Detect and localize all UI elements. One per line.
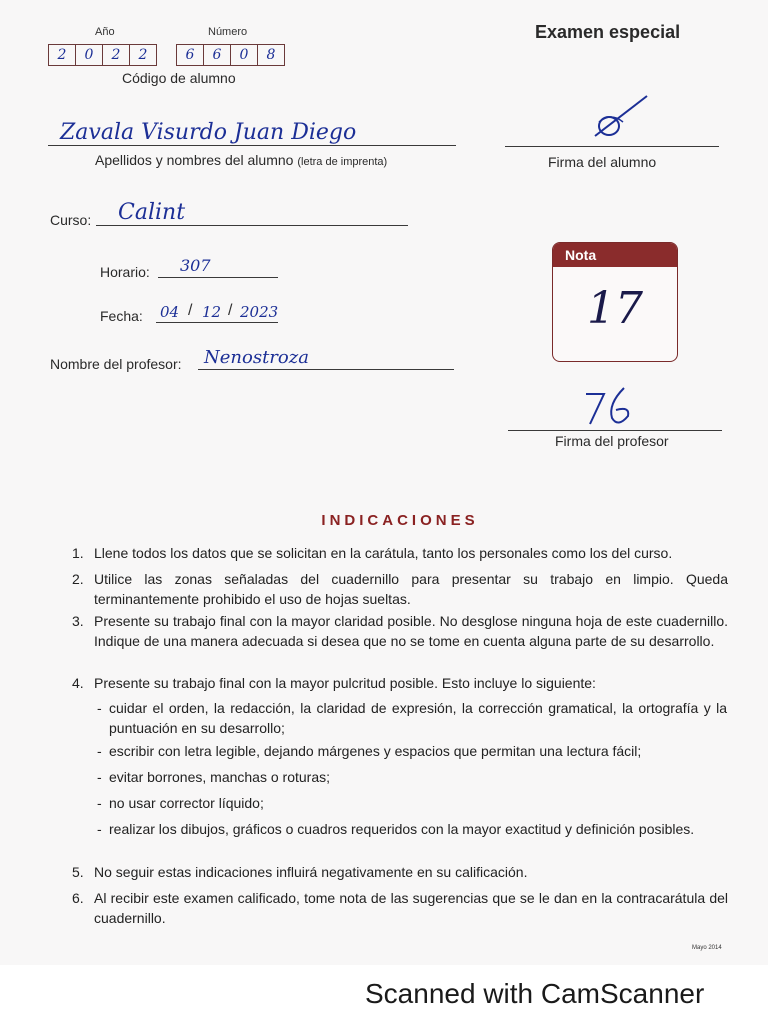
indicacion-number: 6.: [72, 890, 84, 906]
codigo-alumno-label: Código de alumno: [122, 70, 236, 86]
horario-label: Horario:: [100, 264, 150, 280]
fecha-separator: /: [188, 302, 193, 319]
student-name-line: [48, 145, 456, 146]
curso-label: Curso:: [50, 212, 92, 228]
student-name-hint: (letra de imprenta): [297, 156, 388, 168]
student-name-label: [95, 152, 387, 168]
fecha-line: [156, 322, 278, 323]
indicacion-number: 5.: [72, 864, 84, 880]
horario-line: [158, 277, 278, 278]
indicacion-number: 1.: [72, 545, 84, 561]
subitem-text: realizar los dibujos, gráficos o cuadros requeridos con la mayor exactitud y definición posibles.: [109, 821, 695, 837]
fecha-label: Fecha:: [100, 308, 143, 324]
professor-signature-line: [508, 430, 722, 431]
fecha-day: 04: [160, 303, 180, 321]
scanner-watermark: Scanned with CamScanner: [365, 978, 705, 1009]
anio-digit: 2: [138, 47, 148, 63]
professor-signature-mark: [578, 382, 638, 430]
numero-label: Número: [208, 26, 248, 38]
professor-signature-label: Firma del profesor: [555, 433, 669, 449]
profesor-line: [198, 369, 454, 370]
student-name-value: Zavala Visurdo Juan Diego: [60, 120, 357, 145]
student-signature-line: [505, 146, 719, 147]
numero-digit: 6: [204, 45, 231, 65]
subitem-text: escribir con letra legible, dejando márgenes y espacios que permitan una lectura fácil;: [109, 743, 642, 759]
student-name-label-text: Apellidos y nombres del alumno: [95, 152, 294, 168]
subitem-dash: -: [97, 769, 102, 785]
subitem-text: no usar corrector líquido;: [109, 795, 264, 811]
anio-boxes: [48, 44, 157, 66]
nota-value: 17: [587, 283, 643, 334]
indicaciones-title: INDICACIONES: [321, 512, 479, 529]
indicacion-text: Presente su trabajo final con la mayor pulcritud posible. Esto incluye lo siguiente:: [94, 675, 596, 691]
indicacion-text: Llene todos los datos que se solicitan en la carátula, tanto los personales como los del curso.: [94, 545, 673, 561]
indicacion-number: 3.: [72, 613, 84, 629]
anio-digit: 2: [49, 45, 76, 65]
indicacion-text: Utilice las zonas señaladas del cuadernillo para presentar su trabajo en limpio. Queda terminantemente prohibido el uso de hojas sueltas.: [94, 571, 728, 607]
profesor-value: Nenostroza: [204, 347, 309, 368]
indicacion-text: Presente su trabajo final con la mayor claridad posible. No desglose ninguna hoja de este cuadernillo. Indique de una manera adecuada si desea que no se tome en cuenta alguna parte de su desarrollo.: [94, 613, 728, 649]
curso-line: [96, 225, 408, 226]
numero-digit: 0: [231, 45, 258, 65]
subitem-dash: -: [97, 743, 102, 759]
numero-digit: 6: [177, 45, 204, 65]
edition-note: Mayo 2014: [692, 945, 722, 951]
fecha-month: 12: [202, 303, 222, 321]
nota-label: Nota: [553, 243, 677, 267]
student-signature-label: Firma del alumno: [548, 154, 657, 170]
anio-digit: 0: [76, 45, 103, 65]
horario-value: 307: [180, 256, 211, 275]
subitem-text: evitar borrones, manchas o roturas;: [109, 769, 330, 785]
fecha-separator: /: [228, 302, 233, 319]
subitem-dash: -: [97, 700, 102, 716]
subitem-dash: -: [97, 821, 102, 837]
subitem-dash: -: [97, 795, 102, 811]
exam-title: Examen especial: [535, 22, 681, 42]
anio-label: Año: [95, 26, 115, 38]
profesor-label: Nombre del profesor:: [50, 356, 182, 372]
indicacion-text: No seguir estas indicaciones influirá negativamente en su calificación.: [94, 864, 528, 880]
indicacion-text: Al recibir este examen calificado, tome nota de las sugerencias que se le dan en la contracarátula del cuadernillo.: [94, 890, 728, 926]
indicacion-number: 2.: [72, 571, 84, 587]
fecha-year: 2023: [240, 303, 279, 321]
indicacion-number: 4.: [72, 675, 84, 691]
numero-digit: 8: [266, 47, 276, 63]
anio-digit: 2: [103, 45, 130, 65]
subitem-text: cuidar el orden, la redacción, la claridad de expresión, la corrección gramatical, la ortografía y la puntuación en su desarrollo;: [109, 700, 727, 736]
nota-box: [552, 242, 678, 362]
student-signature-mark: [585, 92, 655, 148]
numero-boxes: [176, 44, 285, 66]
curso-value: Calint: [118, 200, 186, 225]
